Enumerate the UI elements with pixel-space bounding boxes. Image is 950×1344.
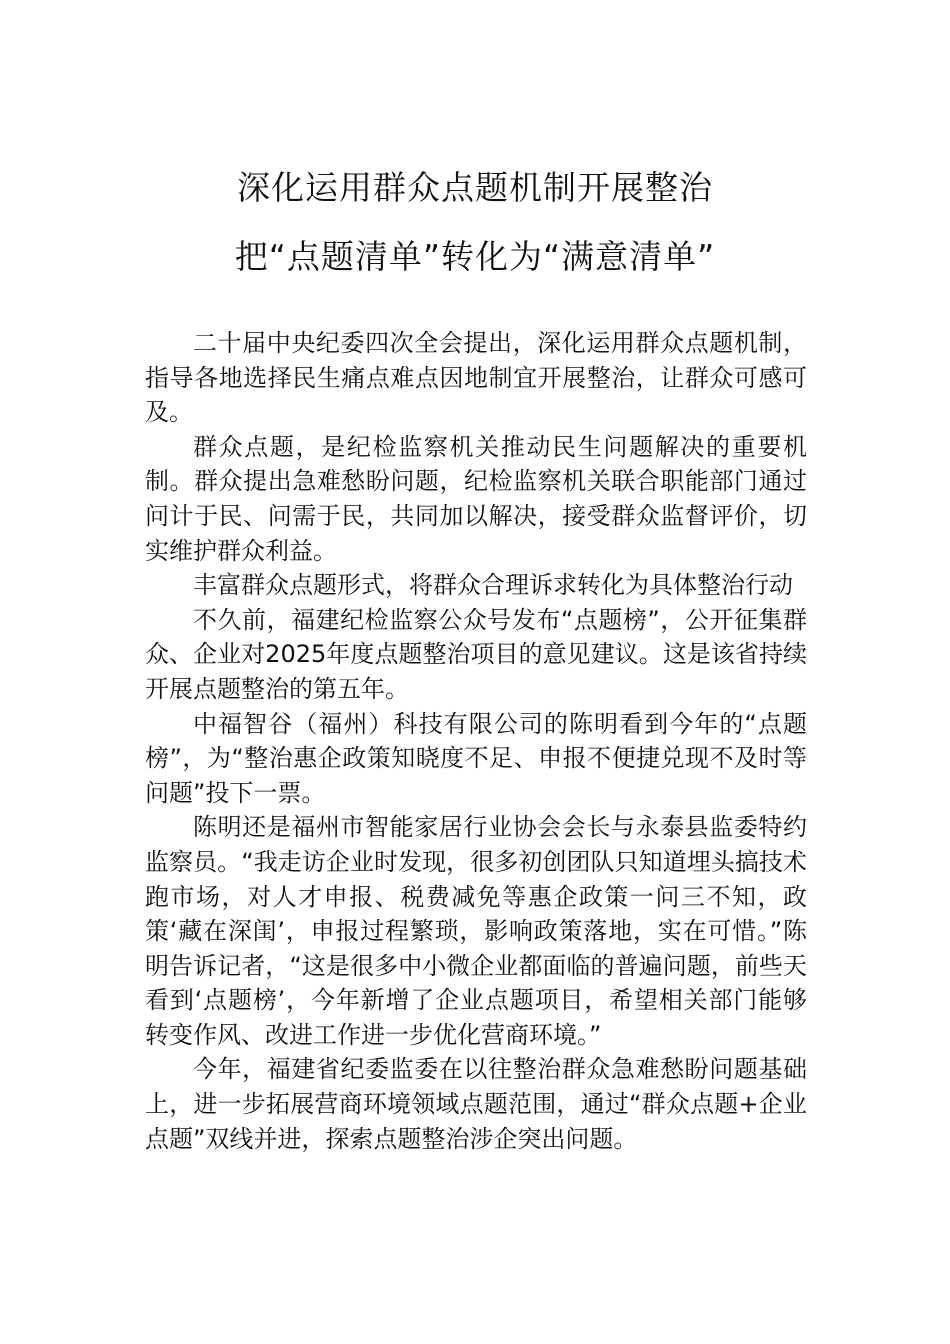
paragraph-this-year: 今年，福建省纪委监委在以往整治群众急难愁盼问题基础上，进一步拓展营商环境领域点题范围，通过“群众点题+企业点题”双线并进，探索点题整治涉企突出问题。 [145, 1055, 807, 1153]
document-title-line-2: 把“点题清单”转化为“满意清单” [234, 237, 716, 276]
document-title-line-1: 深化运用群众点题机制开展整治 [237, 168, 713, 207]
paragraph-dianti-bang: 不久前，福建纪检监察公众号发布“点题榜”，公开征集群众、企业对2025年度点题整治项目的意见建议。这是该省持续开展点题整治的第五年。 [145, 605, 807, 703]
paragraph-chen-ming-quote: 陈明还是福州市智能家居行业协会会长与永泰县监委特约监察员。“我走访企业时发现，很多初创团队只知道埋头搞技术跑市场，对人才申报、税费减免等惠企政策一问三不知，政策‘藏在深闺’，申报过程繁琐，影响政策落地，实在可惜。”陈明告诉记者，“这是很多中小微企业都面临的普遍问题，前些天看到‘点题榜’，今年新增了企业点题项目，希望相关部门能够转变作风、改进工作进一步优化营商环境。” [145, 813, 807, 1049]
section-subheading: 丰富群众点题形式，将群众合理诉求转化为具体整治行动 [193, 571, 793, 600]
paragraph-mechanism: 群众点题，是纪检监察机关推动民生问题解决的重要机制。群众提出急难愁盼问题，纪检监察机关联合职能部门通过问计于民、问需于民，共同加以解决，接受群众监督评价，切实维护群众利益。 [145, 432, 807, 565]
document-body [145, 326, 807, 1156]
paragraph-intro: 二十届中央纪委四次全会提出，深化运用群众点题机制，指导各地选择民生痛点难点因地制宜开展整治，让群众可感可及。 [145, 329, 807, 427]
paragraph-chen-ming-vote: 中福智谷（福州）科技有限公司的陈明看到今年的“点题榜”，为“整治惠企政策知晓度不足、申报不便捷兑现不及时等问题”投下一票。 [145, 709, 807, 807]
